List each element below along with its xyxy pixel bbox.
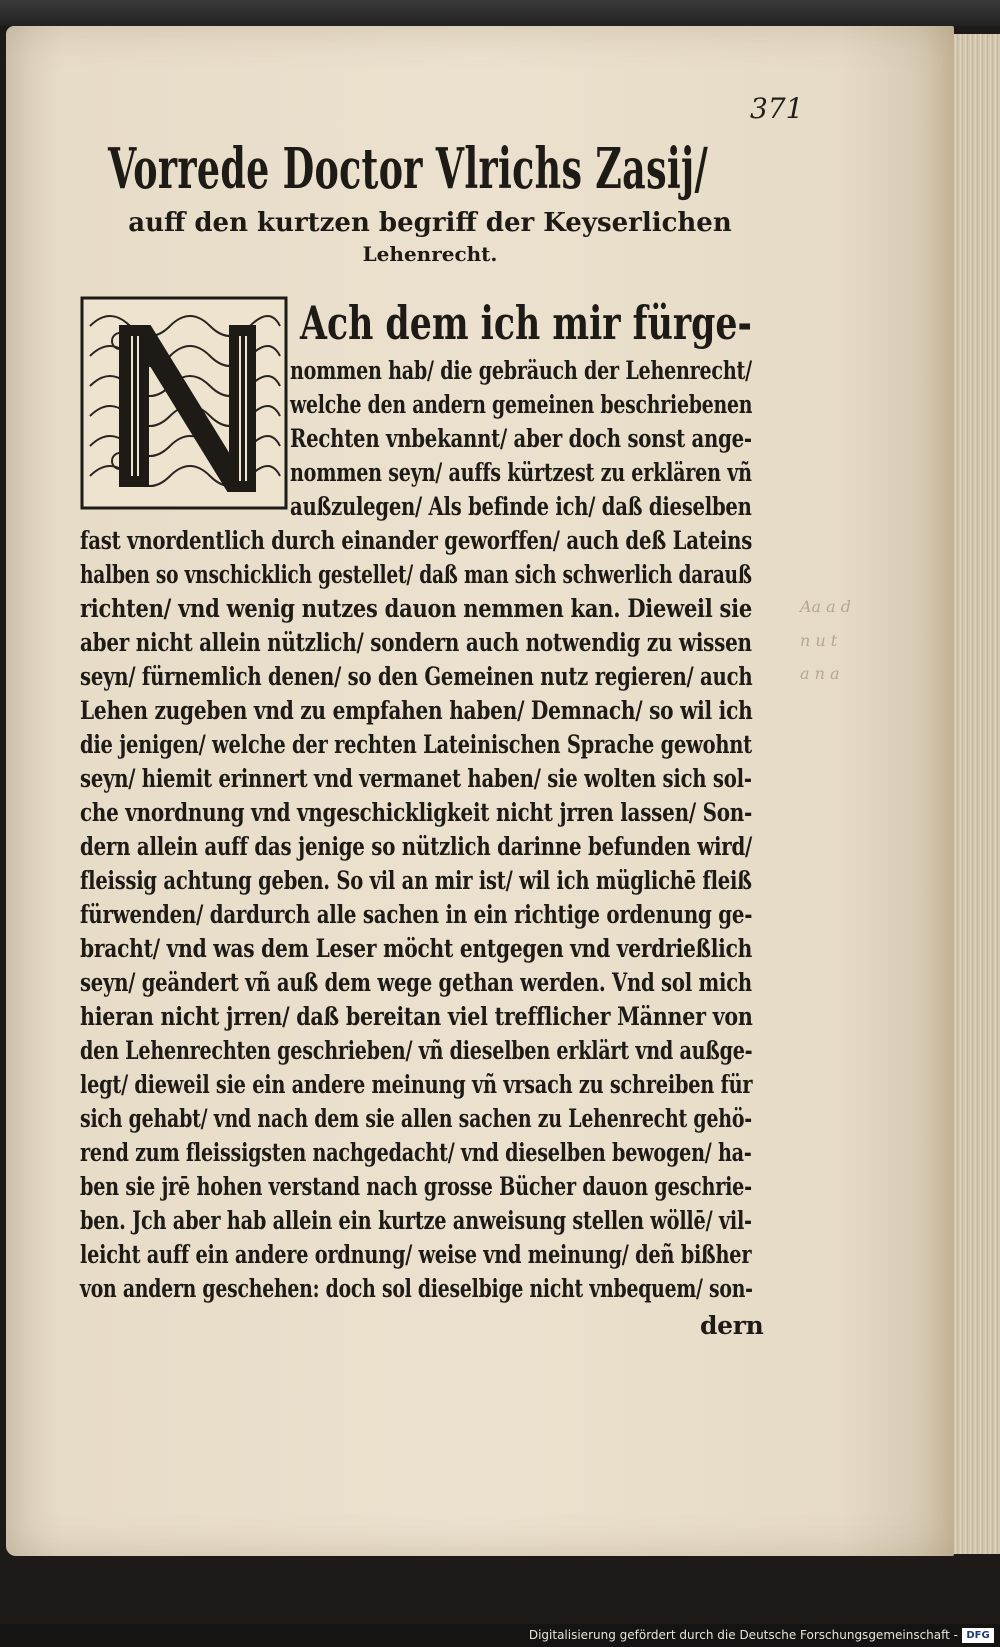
text-line: hieran nicht jrren/ daß bereitan viel trefflicher Männer von [80, 1002, 753, 1031]
text-line: außzulegen/ Als befinde ich/ daß dieselben [290, 492, 752, 521]
text-line: seyn/ hiemit erinnert vnd vermanet haben/ sie wolten sich sol- [80, 764, 752, 793]
scanner-top-strip [0, 0, 1000, 26]
text-line: von andern geschehen: doch sol dieselbige nicht vnbequem/ son- [80, 1274, 753, 1303]
text-line: sich gehabt/ vnd nach dem sie allen sachen zu Lehenrecht gehö- [80, 1104, 752, 1133]
footer-bar [0, 1624, 1000, 1647]
page-subtitle-2: Lehenrecht. [362, 242, 498, 266]
text-line: Rechten vnbekannt/ aber doch sonst ange- [290, 424, 752, 453]
text-line: den Lehenrechten geschrieben/ vñ dieselben erklärt vnd außge- [80, 1036, 753, 1065]
text-line: rend zum fleissigsten nachgedacht/ vnd dieselben bewogen/ ha- [80, 1138, 752, 1167]
page-number: 371 [750, 92, 804, 125]
text-line: richten/ vnd wenig nutzes dauon nemmen kan. Dieweil sie [80, 594, 752, 623]
text-line: seyn/ fürnemlich denen/ so den Gemeinen nutz regieren/ auch [80, 662, 753, 691]
text-line: nommen seyn/ auffs kürtzest zu erklären vñ [290, 458, 752, 487]
bleed-through-mark: Aa a d [800, 597, 852, 616]
text-line: seyn/ geändert vñ auß dem wege gethan werden. Vnd sol mich [80, 968, 752, 997]
page-subtitle: auff den kurtzen begriff der Keyserlichen [128, 208, 732, 238]
catchword: dern [700, 1311, 764, 1340]
text-line: aber nicht allein nützlich/ sondern auch notwendig zu wissen [80, 628, 752, 657]
first-line: Ach dem ich mir fürge- [300, 296, 752, 350]
text-line: ben sie jrē hohen verstand nach grosse Bücher dauon geschrie- [80, 1172, 752, 1201]
text-line: nommen hab/ die gebräuch der Lehenrecht/ [290, 356, 752, 385]
text-line: che vnordnung vnd vngeschickligkeit nicht jrren lassen/ Son- [80, 798, 753, 827]
text-line: legt/ dieweil sie ein andere meinung vñ vrsach zu schreiben für [80, 1070, 753, 1099]
text-line: die jenigen/ welche der rechten Lateinischen Sprache gewohnt [80, 730, 752, 759]
text-line: welche den andern gemeinen beschriebenen [290, 390, 753, 419]
decorated-initial-icon [80, 296, 288, 510]
text-line: fleissig achtung geben. So vil an mir ist/ wil ich müglichē fleiß [80, 866, 752, 895]
dfg-logo-icon: DFG [962, 1628, 994, 1643]
text-line: bracht/ vnd was dem Leser möcht entgegen vnd verdrießlich [80, 934, 753, 963]
text-line: leicht auff ein andere ordnung/ weise vnd meinung/ deñ bißher [80, 1240, 752, 1269]
text-line: dern allein auff das jenige so nützlich darinne befunden wird/ [80, 832, 753, 861]
text-line: fast vnordentlich durch einander geworffen/ auch deß Lateins [80, 526, 753, 555]
bleed-through-mark: a n a [800, 664, 840, 683]
text-line: fürwenden/ dardurch alle sachen in ein richtige ordenung ge- [80, 900, 753, 929]
text-line: Lehen zugeben vnd zu empfahen haben/ Demnach/ so wil ich [80, 696, 753, 725]
text-line: halben so vnschicklich gestellet/ daß man sich schwerlich darauß [80, 560, 752, 589]
digitization-credit: Digitalisierung gefördert durch die Deutsche Forschungsgemeinschaft - [528, 1628, 958, 1642]
text-line: ben. Jch aber hab allein ein kurtze anweisung stellen wöllē/ vil- [80, 1206, 752, 1235]
book-page-edges [954, 34, 1000, 1554]
bleed-through-mark: n u t [800, 631, 838, 650]
page-title: Vorrede Doctor Vlrichs Zasij/ [108, 136, 709, 202]
